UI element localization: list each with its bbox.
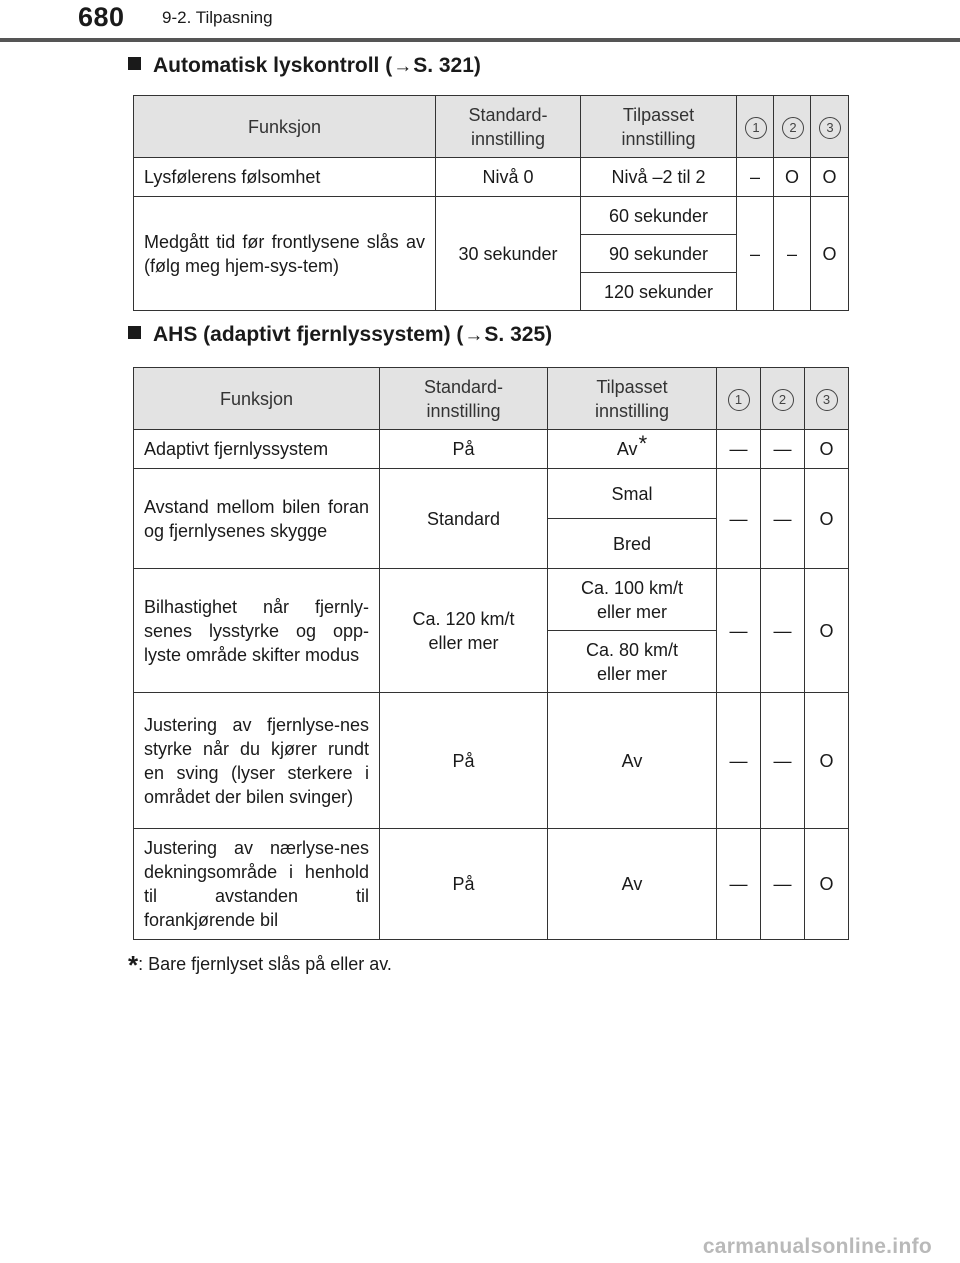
- cell-function: Lysfølerens følsomhet: [134, 158, 436, 197]
- header-text: Standard- innstilling: [423, 376, 504, 421]
- table-row: [134, 158, 849, 197]
- cell-default: På: [380, 430, 548, 469]
- column-header-custom: [548, 368, 717, 430]
- column-header-function: Funksjon: [134, 368, 380, 430]
- table-row: [134, 829, 849, 940]
- cell-mark-2: –: [774, 197, 811, 311]
- circled-number-1-icon: 1: [745, 117, 767, 139]
- arrow-right-icon: →: [464, 325, 484, 346]
- cell-custom: Bred: [548, 519, 717, 569]
- custom-value: Av: [616, 439, 638, 459]
- section-heading-ahs: [128, 323, 552, 347]
- cell-mark-3: O: [805, 430, 849, 469]
- column-header-function: Funksjon: [134, 96, 436, 158]
- cell-mark-2: O: [774, 158, 811, 197]
- cell-default: Nivå 0: [436, 158, 581, 197]
- circled-number-3-icon: 3: [816, 389, 838, 411]
- cell-function: Medgått tid før frontlysene slås av (følg meg hjem-sys-tem): [134, 197, 436, 311]
- column-header-default: [436, 96, 581, 158]
- column-header-default: [380, 368, 548, 430]
- cell-mark-1: —: [717, 569, 761, 693]
- footnote-asterisk: *: [638, 431, 648, 456]
- column-header-3: [805, 368, 849, 430]
- chapter-title: 9-2. Tilpasning: [162, 8, 273, 27]
- cell-default: På: [380, 829, 548, 940]
- header-text: Tilpasset innstilling: [621, 104, 696, 149]
- table-row: [134, 430, 849, 469]
- cell-function: Avstand mellom bilen foran og fjernlysenes skygge: [134, 469, 380, 569]
- circled-number-2-icon: 2: [772, 389, 794, 411]
- footnote-text: : Bare fjernlyset slås på eller av.: [138, 954, 392, 974]
- column-header-custom: [581, 96, 737, 158]
- table-row: [134, 469, 849, 519]
- footnote-asterisk: *: [128, 950, 139, 980]
- cell-mark-3: O: [811, 158, 849, 197]
- circled-number-2-icon: 2: [782, 117, 804, 139]
- column-header-2: [761, 368, 805, 430]
- cell-custom: Av: [548, 829, 717, 940]
- cell-mark-3: O: [805, 693, 849, 829]
- settings-table-ahs: [133, 367, 849, 940]
- cell-mark-3: O: [805, 569, 849, 693]
- section-heading-automatic-light-control: [128, 54, 481, 78]
- cell-custom: [548, 430, 717, 469]
- cell-function: Justering av nærlyse-nes dekningsområde i henhold til avstanden til forankjørende bil: [134, 829, 380, 940]
- cell-function: Adaptivt fjernlyssystem: [134, 430, 380, 469]
- cell-custom: 90 sekunder: [581, 235, 737, 273]
- cell-custom: Nivå –2 til 2: [581, 158, 737, 197]
- cell-mark-1: —: [717, 829, 761, 940]
- watermark: carmanualsonline.info: [702, 1235, 932, 1258]
- cell-mark-2: —: [761, 430, 805, 469]
- cell-custom: 60 sekunder: [581, 197, 737, 235]
- cell-mark-2: —: [761, 693, 805, 829]
- cell-default: 30 sekunder: [436, 197, 581, 311]
- cell-function: Justering av fjernlyse-nes styrke når du kjører rundt en sving (lyser sterkere i området der bilen svinger): [134, 693, 380, 829]
- section-title: AHS (adaptivt fjernlyssystem) (: [153, 323, 464, 346]
- table-header-row: [134, 96, 849, 158]
- cell-mark-3: O: [811, 197, 849, 311]
- header-divider: [0, 38, 960, 42]
- cell-mark-1: —: [717, 430, 761, 469]
- cell-mark-3: O: [805, 469, 849, 569]
- square-bullet-icon: [128, 326, 141, 339]
- circled-number-3-icon: 3: [819, 117, 841, 139]
- cell-default: Standard: [380, 469, 548, 569]
- cell-mark-2: —: [761, 569, 805, 693]
- column-header-1: [717, 368, 761, 430]
- table-row: [134, 693, 849, 829]
- column-header-2: [774, 96, 811, 158]
- cell-custom: Ca. 80 km/t eller mer: [548, 631, 717, 693]
- cell-mark-2: —: [761, 829, 805, 940]
- page-reference-link[interactable]: S. 325): [484, 323, 553, 346]
- header-text: Standard- innstilling: [468, 104, 548, 149]
- cell-custom: Ca. 100 km/t eller mer: [548, 569, 717, 631]
- settings-table-light-control: [133, 95, 849, 311]
- cell-default: Ca. 120 km/t eller mer: [380, 569, 548, 693]
- cell-default: På: [380, 693, 548, 829]
- cell-mark-2: —: [761, 469, 805, 569]
- table-row: [134, 569, 849, 631]
- circled-number-1-icon: 1: [728, 389, 750, 411]
- cell-custom: Smal: [548, 469, 717, 519]
- page-reference-link[interactable]: S. 321): [413, 54, 481, 77]
- cell-function: Bilhastighet når fjernly-senes lysstyrke og opp-lyste område skifter modus: [134, 569, 380, 693]
- header-text: Tilpasset innstilling: [594, 376, 670, 421]
- cell-custom: Av: [548, 693, 717, 829]
- cell-mark-1: —: [717, 693, 761, 829]
- cell-mark-1: —: [717, 469, 761, 569]
- column-header-3: [811, 96, 849, 158]
- section-title: Automatisk lyskontroll (: [153, 54, 393, 77]
- page-number: 680: [78, 2, 125, 32]
- arrow-right-icon: →: [393, 56, 413, 77]
- table-header-row: [134, 368, 849, 430]
- footnote: [128, 950, 392, 981]
- cell-custom: 120 sekunder: [581, 273, 737, 311]
- square-bullet-icon: [128, 57, 141, 70]
- cell-mark-3: O: [805, 829, 849, 940]
- cell-mark-1: –: [737, 197, 774, 311]
- table-row: [134, 197, 849, 235]
- column-header-1: [737, 96, 774, 158]
- cell-mark-1: –: [737, 158, 774, 197]
